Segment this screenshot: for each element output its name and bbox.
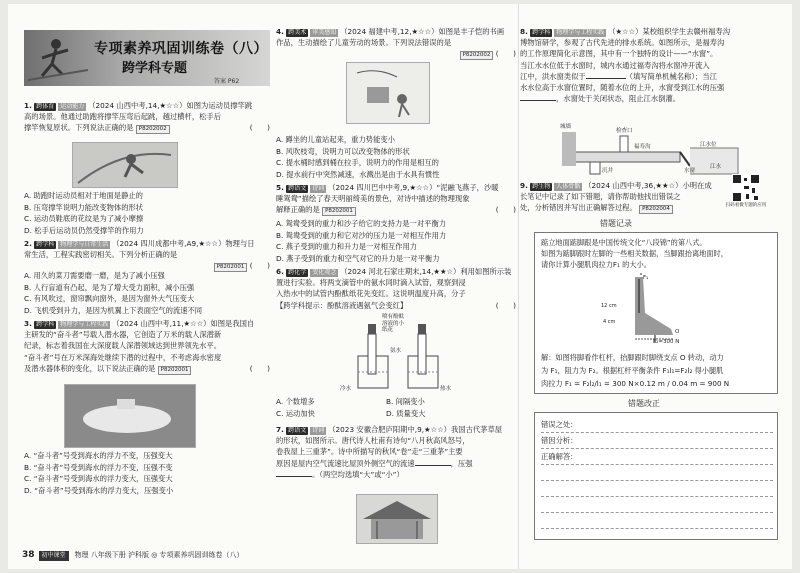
question-text: 的形状，如图所示。唐代诗人杜甫有诗句“八月秋高风怒号， <box>276 436 470 446</box>
thatched-hut-figure <box>356 494 438 544</box>
page-number: 38 <box>22 550 35 560</box>
answer-reference: 答案 P62 <box>214 78 240 85</box>
qr-code-icon <box>732 174 760 202</box>
q3-options <box>24 450 173 496</box>
skill-tag: 变化观念 <box>312 269 337 276</box>
label-city-wall: 城墙 <box>560 124 572 130</box>
question-text: 江中，洪水窗类似于 <box>520 71 586 81</box>
error-record-title: 错题记录 <box>600 219 632 228</box>
label-hot-water: 热水 <box>440 386 452 392</box>
pole-vault-image <box>73 143 177 187</box>
question-text: ，压强 <box>450 458 473 468</box>
question-text: 及潜水器体积的变化，以下说法正确的是 <box>24 363 156 373</box>
question-text: 小明在成 <box>682 181 712 190</box>
field-label: 正确解答： <box>541 452 578 461</box>
option-c[interactable]: C. 运动员鞋底的花纹是为了减小摩擦 <box>24 214 144 223</box>
skill-tag: 审美感知 <box>312 29 337 36</box>
option-c[interactable]: C. 有风吹过，窗帘飘向窗外，是因为窗外大气压变大 <box>24 294 195 303</box>
label-river-level: 江水位 <box>700 142 717 148</box>
error-record-box <box>534 232 778 394</box>
option-a[interactable]: A. “奋斗者”号受到海水的浮力不变，压强变大 <box>24 451 173 460</box>
question-code: P8202002 <box>136 125 170 134</box>
question-number: 9. <box>520 181 528 190</box>
option-a[interactable]: A. 鸳鸯受到的重力和沙子给它的支持力是一对平衡力 <box>276 219 447 228</box>
question-text: 水水位高于水窗位置时，随着水位的上升，水窗受到江水的压强 <box>520 83 725 93</box>
submersible-image <box>65 385 195 447</box>
field-label: 错因分析： <box>541 436 578 445</box>
question-text: 置进行实验。将两支滴管中的氨水同时滴入试管，观察到浸 <box>276 278 466 288</box>
footer-text: 物理 八年级下册 沪科版 ◎ 专项素养巩固训练卷（八） <box>74 551 244 559</box>
question-source: （2024 福建中考,12,★☆☆） <box>340 27 439 36</box>
label-cold-water: 冷水 <box>340 386 352 392</box>
solution-line: 为 F₁，阻力为 F₂。根据杠杆平衡条件 F₁l₁=F₂l₂ 得小腿肌 <box>541 366 724 375</box>
athlete-icon <box>28 30 88 86</box>
question-text: 纪录，标志着我国在大深度载人深潜领域达到世界领先水平。 <box>24 341 222 351</box>
foot-lever-diagram <box>615 273 695 345</box>
answer-line[interactable] <box>541 497 773 513</box>
question-hint: 【跨学科提示：酚酞溶液遇氨气会变红】 <box>276 300 408 310</box>
q5-options <box>276 218 446 264</box>
question-code: P8202001 <box>214 263 248 272</box>
skill-tag: 诗词 <box>312 427 325 434</box>
option-b[interactable]: B. 鸳鸯受到的重力和它对沙的压力是一对相互作用力 <box>276 230 447 240</box>
question-9 <box>520 180 716 214</box>
question-text: 作品，生动描绘了儿童劳动的场景。下列说法错误的是 <box>276 38 452 48</box>
label-f1: F₁ <box>643 275 649 281</box>
option-c[interactable]: C. 燕子受到的重力和升力是一对相互作用力 <box>276 242 418 251</box>
subject-tag: 跨体育 <box>36 103 55 110</box>
answer-line[interactable] <box>541 465 773 481</box>
question-text: “泥融飞燕子，沙暖 <box>436 183 499 192</box>
question-3: 3. 跨学科 物理学与工程实践 （2024 山西中考,11,★☆☆）如图是我国自 主研发的“奋斗者”号载人潜水器，它创造了万米的载人深潜新 纪录，标志着我国在大深度载人深潜领域达到世界领先水平。 “奋斗者”号在万米深海处继续下潜的过程中，不考虑海水密度 及潜水器体积的变化，以下说法正确的是 P8202001 ( ) <box>24 319 270 373</box>
page-subtitle: 跨学科专题 <box>122 61 188 76</box>
question-source: （2024 山西中考,14,★☆☆） <box>88 101 187 110</box>
label-fushougou: 福寿沟 <box>634 144 651 150</box>
option-c[interactable]: C. 提水桶时感到桶在拉手，说明力的作用是相互的 <box>276 158 439 167</box>
question-number: 6. <box>276 267 284 276</box>
question-text: 处，分析错因并写出正确解答过程。 <box>520 203 637 213</box>
option-d[interactable]: D. 提水前行中突然减速，水溅出是由于水具有惯性 <box>276 169 440 179</box>
question-6: 6. 跨化学 变化观念 （2024 河北石家庄期末,14,★★☆）利用如图所示装 置进行实验。将两支滴管中的氨水同时滴入试管，观察到浸 入热水中的试管内酚酞纸花先变红。这说明温度升高，分子 【跨学科提示：酚酞溶液遇氨气会变红】 ( ) <box>276 267 516 310</box>
subject-tag: 跨语文 <box>288 427 307 434</box>
label-river: 江水 <box>710 164 722 170</box>
painting-figure <box>346 62 430 124</box>
question-text: 。（两空均选填“大”或“小”） <box>312 469 404 479</box>
submersible-figure <box>64 384 196 448</box>
option-b[interactable]: B. 间隔变小 <box>386 397 425 406</box>
answer-line[interactable] <box>541 481 773 497</box>
question-1: 1. 跨体育 运动能力 （2024 山西中考,14,★☆☆）如图为运动员撑竿跳 高的场景。他通过助跑将撑竿压弯后起跳，越过横杆，松手后 撑竿恢复原状。下列说法正确的是 P8202002 ( ) <box>24 101 270 133</box>
question-number: 4. <box>276 27 284 36</box>
solution-line: 肉拉力 F₁ = F₂l₂/l₁ = 300 N×0.12 m / 0.04 m = 900 N <box>541 379 730 388</box>
solution-line: 解：如图将脚看作杠杆，抬脚跟时脚绕支点 O 转动，动力 <box>541 353 724 362</box>
question-number: 7. <box>276 425 284 434</box>
label-window: 水窗 <box>684 168 696 174</box>
correction-fields <box>541 417 773 529</box>
question-4: 4. 跨美术 审美感知 （2024 福建中考,12,★☆☆）如图是丰子恺的书画 作品，生动描绘了儿童劳动的场景。下列说法错误的是 P8202002 ( ) <box>276 27 516 59</box>
question-text: 常生活，工程实践密切相关。下列分析正确的是 <box>24 250 178 260</box>
subject-tag: 跨化学 <box>288 269 307 276</box>
label-pivot: O <box>675 329 680 335</box>
question-2: 2. 跨学科 物理学与日常生活 （2024 四川成都中考,A9,★☆☆）物理与日 常生活，工程实践密切相关。下列分析正确的是 P8202001 ( ) <box>24 239 270 271</box>
question-code: P8202004 <box>639 205 673 214</box>
error-record-text <box>541 237 773 270</box>
page-fold <box>518 4 519 569</box>
option-a[interactable]: A. 用久的菜刀需要磨一磨，是为了减小压强 <box>24 271 165 280</box>
question-source: （2024 山西中考,36,★★☆） <box>584 181 683 190</box>
question-text: 某校组织学生去赣州福寿沟 <box>642 27 730 36</box>
question-text: 的工作原理简化示意图，其中有一个独特的设计——“水窗”。 <box>520 49 718 59</box>
option-b[interactable]: B. 压弯撑竿说明力能改变物体的形状 <box>24 202 144 212</box>
header-banner <box>24 30 270 86</box>
label-paper-flower-3: 纸花 <box>382 327 394 333</box>
option-d[interactable]: D. 松手后运动员仍然受撑竿的作用力 <box>24 225 144 235</box>
q1-options <box>24 190 144 236</box>
q2-options <box>24 270 202 316</box>
correction-title: 错题改正 <box>628 399 660 408</box>
question-source: （2024 四川成都中考,A9,★☆☆） <box>112 239 226 248</box>
ammonia-experiment-figure <box>338 316 458 396</box>
question-text: （填写简单机械名称）；当江 <box>625 71 717 81</box>
question-text: 入热水中的试管内酚酞纸花先变红。这说明温度升高，分子 <box>276 289 466 299</box>
skill-tag: 人体骨骼 <box>556 183 581 190</box>
correction-box <box>534 412 778 540</box>
correction-field-error[interactable] <box>541 417 773 433</box>
question-code: P8202002 <box>460 51 494 60</box>
option-c[interactable]: C. “奋斗者”号受到海水的浮力变大，压强变大 <box>24 474 173 483</box>
exam-page <box>8 4 792 569</box>
subject-tag: 跨学科 <box>36 241 55 248</box>
answer-blank-2[interactable] <box>276 476 312 477</box>
question-text: 长笔记中记录了如下错题，请你帮助他找出错误之 <box>520 192 681 202</box>
subject-tag: 跨语文 <box>288 185 307 192</box>
question-8 <box>520 26 782 104</box>
skill-tag: 运动能力 <box>60 103 85 110</box>
question-text: 物理与日 <box>225 239 255 248</box>
error-line: 踮立地面踮脚跟是中国传统文化“八段锦”的第八式。 <box>541 238 707 247</box>
question-text: 博物馆研学，参观了古代先进的排水系统。如图所示，是福寿沟 <box>520 38 725 48</box>
question-number: 2. <box>24 239 32 248</box>
error-line: 如图为踮脚跟时左脚的一些相关数据，当脚跟抬离地面时， <box>541 249 728 258</box>
figure-label <box>382 314 404 334</box>
question-5: 5. 跨语文 诗词 （2024 四川巴中中考,9,★☆☆）“泥融飞燕子，沙暖 睡鸳鸯”描绘了春天明丽绮美的景色，对诗中描述的物理现象 解释正确的是 P8202001 ( ) <box>276 183 516 215</box>
skill-tag: 诗词 <box>312 185 325 192</box>
question-text: 卷我屋上三重茅”。诗中所描写的秋风“卷”走“三重茅”主要 <box>276 447 463 457</box>
question-text: 如图是我国自 <box>210 319 255 328</box>
label-4cm: 4 cm <box>603 319 616 325</box>
question-number: 5. <box>276 183 284 192</box>
label-inspection: 检查口 <box>616 128 633 134</box>
question-text: 利用如图所示装 <box>460 267 512 276</box>
question-text: 我国古代茅草屋 <box>450 425 503 434</box>
question-text: 如图是丰子恺的书画 <box>438 27 505 36</box>
question-text: 原因是屋内空气流速比屋顶外侧空气的流速 <box>276 458 415 468</box>
skill-tag: 物理学与工程实践 <box>556 29 605 36</box>
qr-code[interactable] <box>726 174 766 212</box>
question-number: 3. <box>24 319 32 328</box>
painting-image <box>347 63 429 123</box>
question-text: 主研发的“奋斗者”号载人潜水器，它创造了万米的载人深潜新 <box>24 330 222 340</box>
question-text: ，水窗处于关闭状态，阻止江水倒灌。 <box>556 94 681 104</box>
question-number: 8. <box>520 27 528 36</box>
label-ammonia: 氨水 <box>390 348 402 354</box>
error-line: 请你计算小腿肌肉拉力F₁ 的大小。 <box>541 260 651 269</box>
skill-tag: 物理学与工程实践 <box>60 321 109 328</box>
label-well: 沉井 <box>602 168 614 174</box>
option-a[interactable]: A. 个数增多 <box>276 397 315 406</box>
label-f2: F₂=300 N <box>653 339 680 345</box>
option-d[interactable]: D. “奋斗者”号受到海水的浮力变大，压强变小 <box>24 485 174 495</box>
question-source: （2024 河北石家庄期末,14,★★☆） <box>340 267 461 276</box>
label-paper-flower-2: 溶液的小 <box>382 320 405 327</box>
question-7 <box>276 424 516 480</box>
page-title: 专项素养巩固训练卷（八） <box>94 41 268 57</box>
question-source: （2024 山西中考,11,★☆☆） <box>112 319 211 328</box>
question-text: 睡鸳鸯”描绘了春天明丽绮美的景色，对诗中描述的物理现象 <box>276 194 470 204</box>
label-12cm: 12 cm <box>601 303 617 309</box>
question-number: 1. <box>24 101 32 110</box>
q6-options <box>276 396 516 419</box>
answer-blank-pressure[interactable] <box>520 100 556 101</box>
field-label: 错误之处： <box>541 420 578 429</box>
question-code: P8202001 <box>322 207 356 216</box>
option-b[interactable]: B. 风吹枝弯，说明力可以改变物体的形状 <box>276 146 410 156</box>
question-text: 当江水水位低于水窗时，城内水通过福寿沟将水窗冲开流入 <box>520 60 710 70</box>
question-source: （2023 安徽合肥庐阳期中,9,★☆☆） <box>328 425 451 434</box>
subject-tag: 跨美术 <box>288 29 307 36</box>
q4-options <box>276 134 440 180</box>
option-b[interactable]: B. 人行盲道有凸起，是为了增大受力面积，减小压强 <box>24 282 195 292</box>
option-d[interactable]: D. 飞机受到升力，是因为机翼上下表面空气的流速不同 <box>24 305 203 315</box>
brand-badge: 初中课堂 <box>39 551 69 561</box>
page-footer <box>22 550 244 561</box>
question-text: 撑竿恢复原状。下列说法正确的是 <box>24 123 134 133</box>
subject-tag: 跨学科 <box>532 29 551 36</box>
option-b[interactable]: B. “奋斗者”号受到海水的浮力不变，压强不变 <box>24 462 173 472</box>
question-text: 如图为运动员撑竿跳 <box>186 101 253 110</box>
option-a[interactable]: A. 助跑时运动员相对于地面是静止的 <box>24 191 143 200</box>
subject-tag: 跨学科 <box>36 321 55 328</box>
thatched-hut-image <box>357 495 437 543</box>
label-paper-flower: 喷有酚酞 <box>382 314 405 320</box>
option-a[interactable]: A. 蹲坐的儿童站起来，重力势能变小 <box>276 135 395 144</box>
subject-tag: 跨生物 <box>532 183 551 190</box>
skill-tag: 物理学与日常生活 <box>60 241 109 248</box>
foot-figure <box>601 273 695 345</box>
answer-line[interactable] <box>541 513 773 529</box>
qr-caption: 扫码看微专题的应用 <box>725 203 767 208</box>
question-text: 解释正确的是 <box>276 205 320 215</box>
question-text: 高的场景。他通过助跑将撑竿压弯后起跳，越过横杆，松手后 <box>24 112 222 122</box>
question-source: （★☆☆） <box>608 27 643 36</box>
correction-field-cause[interactable] <box>541 433 773 449</box>
pole-vault-figure <box>72 142 178 188</box>
drainage-figure <box>560 122 740 178</box>
error-solution <box>541 351 773 390</box>
question-text: “奋斗者”号在万米深海处继续下潜的过程中，不考虑海水密度 <box>24 352 222 362</box>
option-d[interactable]: D. 质量变大 <box>386 408 426 418</box>
correction-field-solution[interactable] <box>541 449 773 465</box>
question-source: （2024 四川巴中中考,9,★☆☆） <box>328 183 437 192</box>
answer-blank-1[interactable] <box>415 465 451 466</box>
answer-blank-machine[interactable] <box>586 78 626 79</box>
option-c[interactable]: C. 运动加快 <box>276 408 315 418</box>
option-d[interactable]: D. 燕子受到的重力和空气对它的升力是一对平衡力 <box>276 253 440 263</box>
question-code: P8202001 <box>158 366 192 375</box>
